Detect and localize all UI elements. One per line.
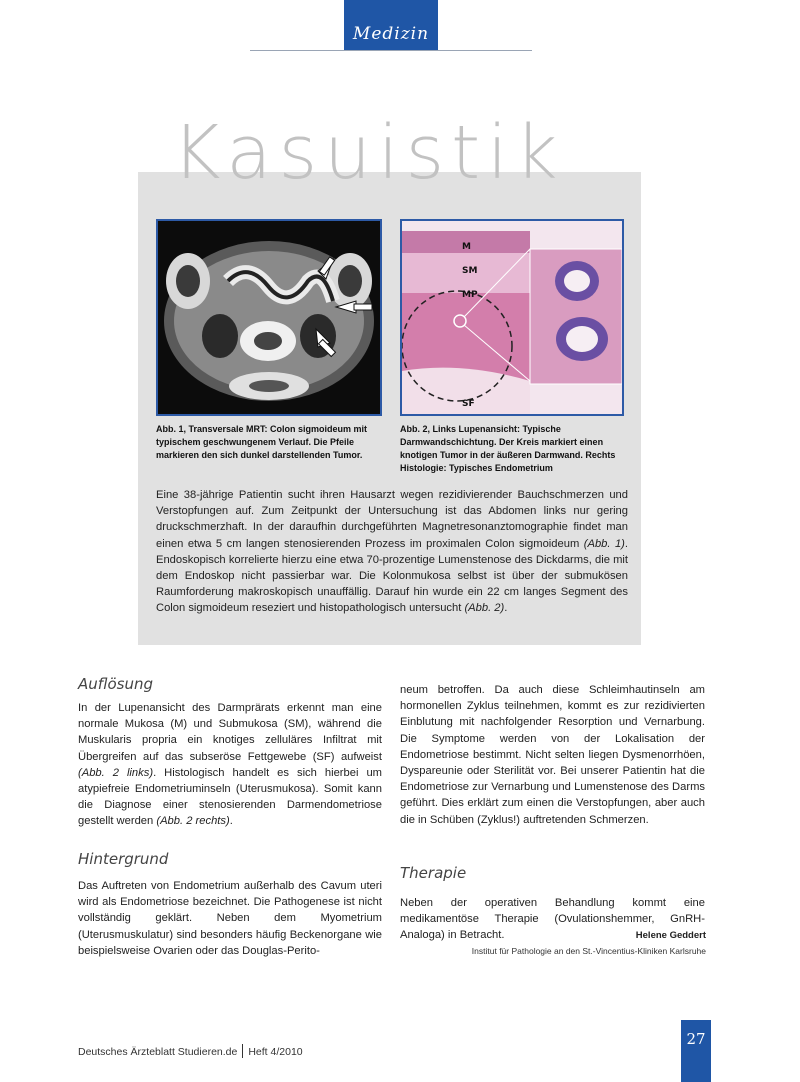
footer-separator — [242, 1044, 243, 1058]
journal-name: Deutsches Ärzteblatt Studieren.de — [78, 1046, 238, 1058]
hintergrund-text-col2: neum betroffen. Da auch diese Schleimhautinseln am hormonellen Zyklus teilnehmen, kommt es zur rezidivierten Einblutung mit nachfolgender Resorption und Vernarbung. Die Symptome werden von der Lokalisation der Endometriose bestimmt. Nicht selten liegen Dysmenorrhöen, Dyspareunie oder Sterilität vor. Bei unserer Patientin hat die Endometriose zur Vernarbung und Lumenstenose des Darms geführt. Dies erklärt zum einen die Verstopfungen, aber auch die in Schüben (Zyklus!) auftretenden Schmerzen. — [400, 684, 705, 826]
footer — [78, 1044, 303, 1058]
mri-image — [156, 219, 382, 416]
case-description: Eine 38-jährige Patientin sucht ihren Hausarzt wegen rezidivierender Bauchschmerzen und Verstopfungen auf. Zum Zeitpunkt der Untersuchung ist das Abdomen links nur gering druckschmerzhaft. In der daraufhin durchgeführten Magnetresonanztomographie findet man einen etwa 5 cm langen stenosierenden Prozess im proximalen Colon sigmoideum (Abb. 1). Endoskopisch korrelierte hierzu eine etwa 70-prozentige Lumenstenose des Dickdarms, die mit dem Endoskop nicht passierbar war. Die Kolonmukosa selbst ist über der submukösen Raumforderung makroskopisch unauffällig. Darauf hin wurde ein 22 cm langes Segment des Colon sigmoideum reseziert und histopathologisch untersucht (Abb. 2). — [156, 489, 629, 615]
author-name: Helene Geddert — [635, 930, 706, 941]
label-sf: SF — [462, 399, 475, 409]
hintergrund-text-col1: Das Auftreten von Endometrium außerhalb des Cavum uteri wird als Endometriose bezeichnet. Die Pathogenese ist nicht vollständig geklärt. Neben dem Myometrium (Uterusmuskulatur) sind besonders häufig Beckenorgane wie beispielsweise Ovarien oder das Douglas-Perito- — [78, 880, 382, 957]
histology-image — [400, 219, 624, 416]
heading-hintergrund: Hintergrund — [78, 850, 169, 868]
figure2-caption: Abb. 2, Links Lupenansicht: Typische Darmwandschichtung. Der Kreis markiert einen knotigen Tumor in der äußeren Darmwand. Rechts Histologie: Typisches Endometrium — [400, 424, 616, 473]
heading-aufloesung: Auflösung — [78, 675, 153, 693]
page-title: Kasuistik — [172, 110, 565, 196]
page-number: 27 — [686, 1030, 706, 1048]
issue-number: Heft 4/2010 — [248, 1046, 303, 1058]
aufloesung-text: In der Lupenansicht des Darmprärats erkennt man eine normale Mukosa (M) und Submukosa (SM), während die Muskularis propria ein knotiges zelluläres Infiltrat mit Übergreifen auf das subseröse Fettgewebe (SF) aufweist (Abb. 2 links). Histologisch handelt es sich hierbei um atypiefreie Endometriuminseln (Uterusmukosa). Somit kann die Diagnose einer stenosierenden Darmendometriose gestellt werden (Abb. 2 rechts). — [78, 702, 382, 828]
heading-therapie: Therapie — [400, 864, 467, 882]
header-rule — [250, 50, 532, 51]
figure1-caption: Abb. 1, Transversale MRT: Colon sigmoideum mit typischem geschwungenem Verlauf. Die Pfeile markieren den sich dunkel darstellenden Tumor. — [156, 424, 368, 460]
therapie-text: Neben der operativen Behandlung kommt eine medikamentöse Therapie (Ovulationshemmer, GnRH-Analoga) in Betracht. — [400, 897, 705, 942]
label-m: M — [462, 242, 471, 252]
author-institute: Institut für Pathologie an den St.-Vincentius-Kliniken Karlsruhe — [471, 946, 706, 956]
label-mp: MP — [462, 290, 478, 300]
section-label: Medizin — [352, 24, 430, 44]
label-sm: SM — [462, 266, 478, 276]
